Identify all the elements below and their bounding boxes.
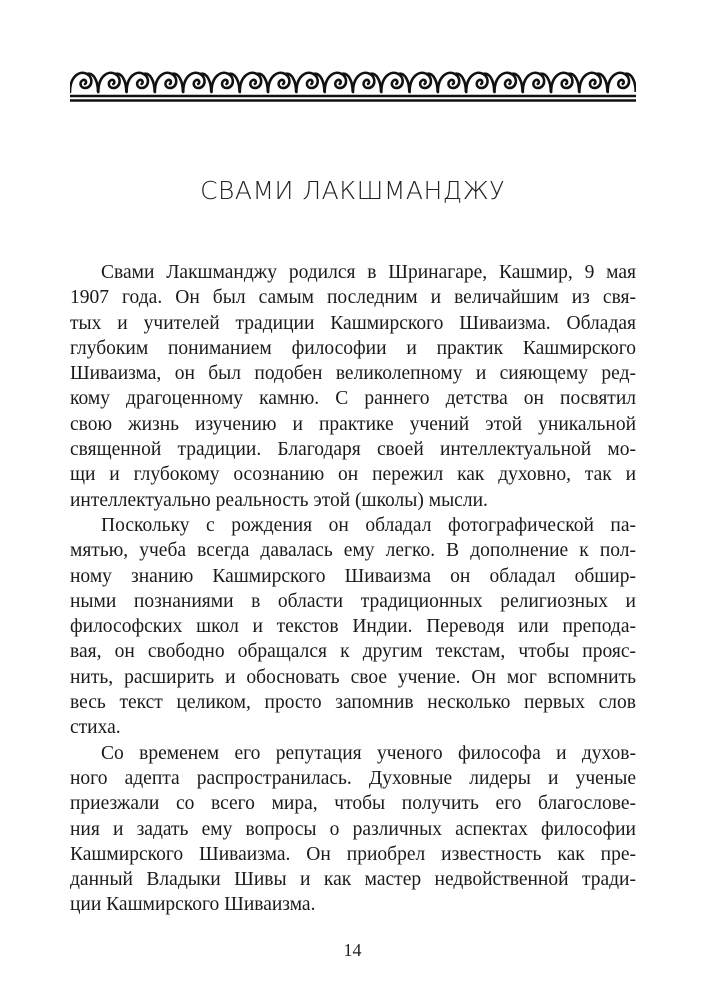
paragraph-line: нить, расширить и обосновать свое учение. Он мог вспомнить (70, 666, 636, 688)
paragraph-line: интеллектуально реальность этой (школы) мысли. (70, 489, 488, 511)
paragraph-line: философских школ и текстов Индии. Переводя или препода- (70, 616, 636, 638)
paragraph-line: Со временем его репутация ученого философа и духов- (101, 742, 636, 764)
paragraph-line: Поскольку с рождения он обладал фотографической па- (101, 514, 636, 536)
paragraph-line: ния и задать ему вопросы о различных аспектах философии (70, 818, 636, 840)
paragraph-line: мятью, учеба всегда давалась ему легко. В дополнение к пол- (70, 540, 636, 562)
paragraph-line: тых и учителей традиции Кашмирского Шиваизма. Обладая (70, 312, 636, 334)
paragraph-line: ными познаниями в области традиционных религиозных и (70, 590, 636, 612)
paragraph-line: глубоким пониманием философии и практик Кашмирского (70, 337, 636, 359)
page-number: 14 (343, 940, 362, 960)
paragraph-line: щи и глубокому осознанию он пережил как духовно, так и (70, 464, 636, 486)
spiral-wave-border-icon (70, 70, 636, 102)
paragraph-line: священной традиции. Благодаря своей интеллектуальной мо- (70, 439, 636, 461)
paragraph-line: Свами Лакшманджу родился в Шринагаре, Кашмир, 9 мая (101, 262, 636, 283)
paragraph-line: вая, он свободно обращался к другим текстам, чтобы прояс- (70, 641, 636, 663)
body-text (70, 260, 636, 918)
paragraph-line: стиха. (70, 717, 121, 739)
paragraph-line: Шиваизма, он был подобен великолепному и сияющему ред- (70, 363, 636, 385)
paragraph-line: кому драгоценному камню. С раннего детства он посвятил (70, 388, 636, 410)
paragraph-line: весь текст целиком, просто запомнив несколько первых слов (70, 692, 636, 714)
paragraph-line: свою жизнь изучению и практике учений этой уникальной (70, 413, 636, 435)
paragraph-line: Кашмирского Шиваизма. Он приобрел известность как пре- (70, 843, 636, 865)
paragraph-line: ции Кашмирского Шиваизма. (70, 894, 316, 916)
page-title: СВАМИ ЛАКШМАНДЖУ (200, 176, 505, 205)
paragraph-line: ного адепта распространилась. Духовные лидеры и ученые (70, 767, 636, 789)
paragraph-line: приезжали со всего мира, чтобы получить его благослове- (70, 793, 636, 815)
paragraph-line: 1907 года. Он был самым последним и величайшим из свя- (70, 287, 636, 309)
paragraph-line: данный Владыки Шивы и как мастер недвойственной тради- (70, 869, 636, 891)
paragraph-line: ному знанию Кашмирского Шиваизма он обладал обшир- (70, 565, 636, 587)
